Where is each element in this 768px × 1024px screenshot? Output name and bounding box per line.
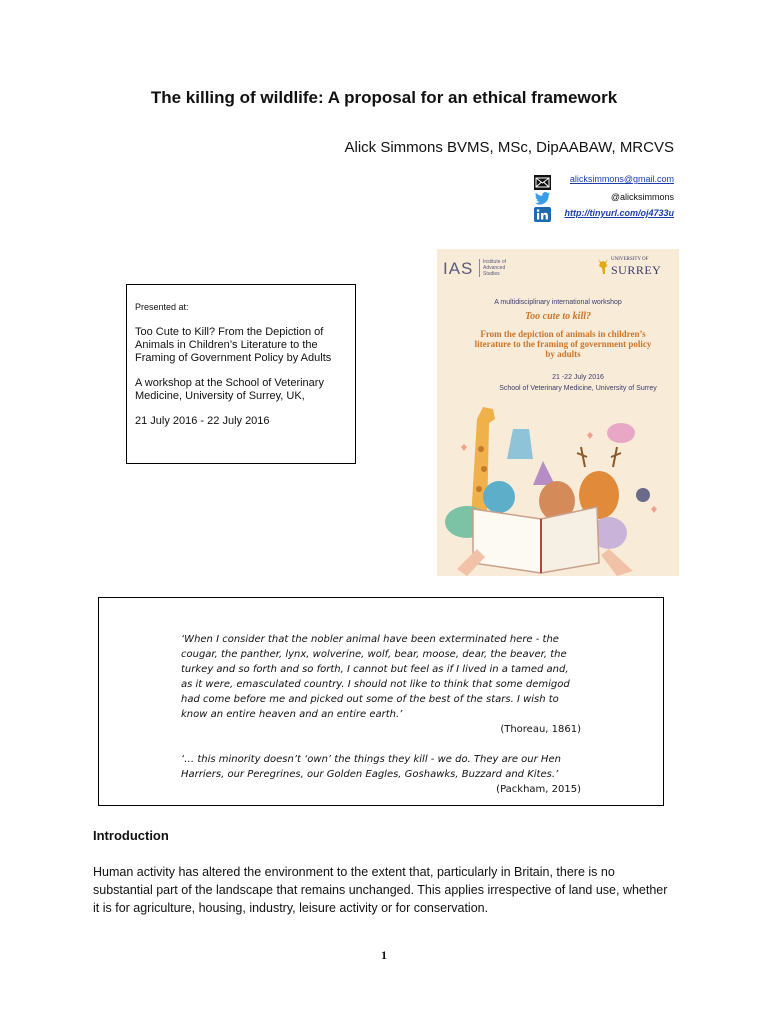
workshop-poster xyxy=(437,249,679,576)
right-hand-illustration xyxy=(601,549,633,576)
zebra-illustration xyxy=(507,429,533,459)
twitter-handle: @alicksimmons xyxy=(610,192,674,202)
email-icon xyxy=(534,175,551,190)
author-line: Alick Simmons BVMS, MSc, DipAABAW, MRCVS xyxy=(344,139,674,156)
bird-illustration xyxy=(607,423,635,443)
small-owl-illustration xyxy=(636,488,650,502)
poster-headline: Too cute to kill? xyxy=(524,311,592,322)
intro-paragraph: Human activity has altered the environment to the extent that, particularly in Britain, there is no substantial part of the landscape that remains unchanged. This applies irrespective of land use, whether it is for agriculture, housing, industry, leisure activity or for conservation. xyxy=(93,865,668,915)
cat-illustration xyxy=(483,481,515,513)
poster-dates: 21 -22 July 2016 xyxy=(552,374,604,381)
event-title: Too Cute to Kill? From the Depiction of Animals in Children’s Literature to the Framing of Government Policy by Adults xyxy=(135,326,332,364)
event-venue: A workshop at the School of Veterinary Medicine, University of Surrey, UK, xyxy=(135,377,324,402)
ias-logo-text: Institute of Advanced Studies xyxy=(479,259,519,277)
presented-at-box xyxy=(126,284,356,464)
quote-citation: (Packham, 2015) xyxy=(496,784,581,795)
linkedin-icon xyxy=(534,207,551,222)
page-number: 1 xyxy=(381,948,387,962)
owl-illustration xyxy=(533,461,555,485)
ias-logo: IAS xyxy=(443,259,474,278)
open-book-illustration xyxy=(473,507,599,573)
quotes-box xyxy=(98,597,664,806)
event-dates: 21 July 2016 - 22 July 2016 xyxy=(135,415,270,427)
deer-illustration xyxy=(577,447,621,519)
surrey-logo-top: UNIVERSITY OF xyxy=(611,257,649,262)
section-heading: Introduction xyxy=(93,828,169,843)
tinyurl-link[interactable]: http://tinyurl.com/oj4733u xyxy=(564,208,674,218)
poster-venue: School of Veterinary Medicine, University of Surrey xyxy=(499,385,657,392)
quote-text: ‘When I consider that the nobler animal have been exterminated here - the cougar, the panther, lynx, wolverine, wolf, bear, moose, dear, the beaver, the turkey and so forth and so forth, I cannot but feel as if I lived in a tamed and, as it were, emasculated country. I should not like to think that some demigod had come before me and picked out some of the best of the stars. I wish to know an entire heaven and an entire earth.’ xyxy=(181,634,570,720)
stag-logo-icon xyxy=(595,258,610,275)
surrey-logo: SURREY xyxy=(611,263,662,277)
animals-illustration xyxy=(437,389,679,576)
presented-label: Presented at: xyxy=(135,302,189,312)
poster-subtitle: From the depiction of animals in children’s literature to the framing of government policy by adults xyxy=(474,329,652,359)
poster-intro: A multidisciplinary international workshop xyxy=(494,299,622,306)
quote-text: ‘… this minority doesn’t ‘own’ the things they kill - we do. They are our Hen Harriers, our Peregrines, our Golden Eagles, Goshawks, Buzzard and Kites.’ xyxy=(181,754,561,780)
document-title: The killing of wildlife: A proposal for an ethical framework xyxy=(150,88,618,107)
twitter-icon xyxy=(534,191,551,206)
quote-citation: (Thoreau, 1861) xyxy=(500,724,581,735)
email-link[interactable]: alicksimmons@gmail.com xyxy=(569,174,674,184)
